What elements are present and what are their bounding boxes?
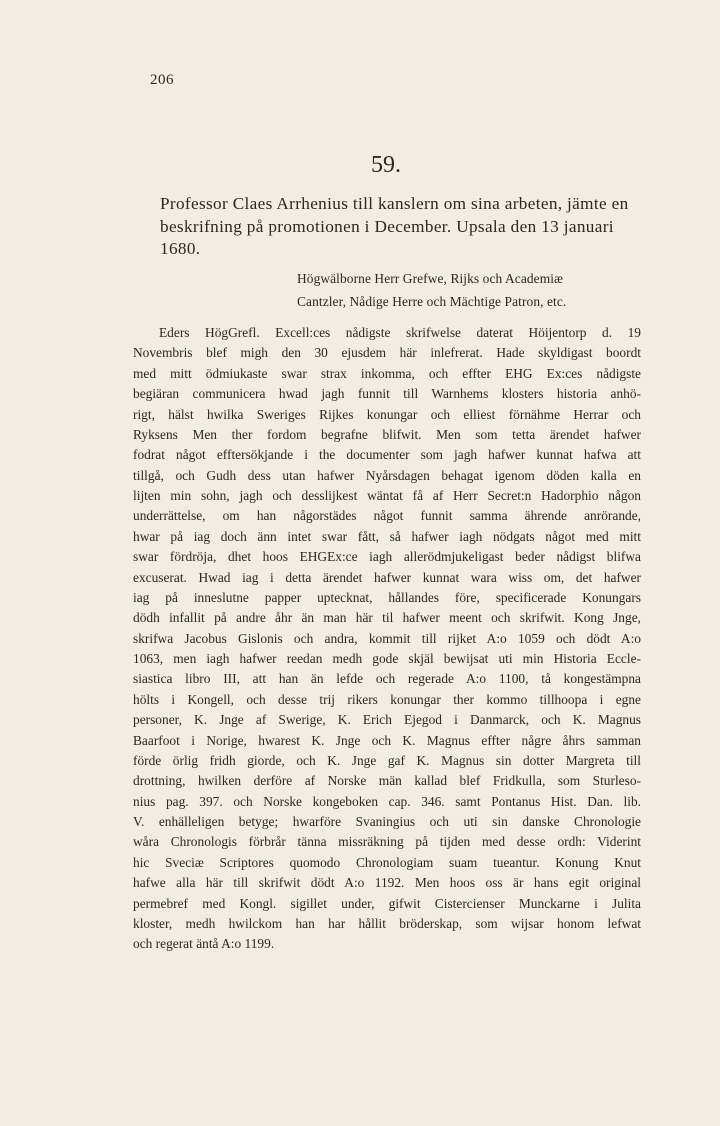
body-line: permebref med Kongl. sigillet under, gifwit Cistercienser Munckarne i Julita bbox=[133, 895, 641, 911]
salutation-line: Högwälborne Herr Grefwe, Rijks och Academiæ bbox=[297, 271, 564, 286]
body-line: siastica libro III, att han än lefde och regerade A:o 1100, tå kongestämpna bbox=[133, 671, 641, 687]
body-line: iag på inneslutne papper uptecknat, hållandes före, specificerade Konungars bbox=[133, 589, 641, 605]
letter-body bbox=[133, 323, 641, 955]
letter-number: 59. bbox=[371, 152, 401, 178]
body-line: kloster, medh hwilckom han har hållit bröderskap, som wijsar honom lefwat bbox=[133, 915, 641, 931]
body-line: Eders HögGrefl. Excell:ces nådigste skrifwelse daterat Höijentorp d. 19 bbox=[159, 325, 641, 340]
body-line: Novembris blef migh den 30 ejusdem här inlefrerat. Hade skyldigast boordt bbox=[133, 345, 641, 361]
body-line: skrifwa Jacobus Gislonis och andra, kommit till rijket A:o 1059 och dödt A:o bbox=[133, 630, 641, 646]
body-line: excuserat. Hwad iag i detta ärendet hafwer kunnat wara wiss om, det hafwer bbox=[133, 569, 641, 585]
body-line: nius pag. 397. och Norske kongeboken cap. 346. samt Pontanus Hist. Dan. lib. bbox=[133, 793, 641, 809]
body-line: Ryksens Men ther fordom begrafne blifwit. Men som tetta ärendet hafwer bbox=[133, 426, 641, 442]
body-line: hwar på iag doch änn intet swar fått, så hafwer iagh nödgats något med mitt bbox=[133, 528, 641, 544]
body-line: swar fördröja, dhet hoos EHGEx:ce iagh allerödmjukeligast beder nådigst blifwa bbox=[133, 549, 641, 565]
body-line: lijten min sohn, jagh och desslijkest wäntat få af Herr Secret:n Hadorphio någon bbox=[133, 488, 641, 503]
body-line: hölts i Kongell, och desse trij rikers konungar ther kommo tillhoopa i egne bbox=[133, 691, 641, 707]
body-line: drottning, hwilken derföre af Norske män kallad blef Fridkulla, som Sturleso- bbox=[133, 773, 641, 789]
body-line: med mitt ödmiukaste swar strax inkomma, och effter EHG Ex:ces nådigste bbox=[133, 365, 641, 381]
body-line: wåra Chronologis förbrår tänna missräkning på tijden med desse ordh: Viderint bbox=[133, 834, 641, 850]
letter-heading: Professor Claes Arrhenius till kanslern om sina arbeten, jämte en beskrifning på promotionen i December. Upsala den 13 januari 1680. bbox=[160, 194, 629, 258]
body-line: dödh infallit på andre åhr än man här til hafwer meent och skrifwit. Kong Jnge, bbox=[133, 610, 641, 626]
body-line: hafwe alla här till skrifwit dödt A:o 1192. Men hoos oss är hans egit original bbox=[133, 875, 641, 891]
salutation bbox=[297, 267, 647, 313]
body-line: rigt, hälst hwilka Sweriges Rijkes konungar och elliest förnähme Herrar och bbox=[133, 406, 641, 422]
body-line: personer, K. Jnge af Swerige, K. Erich Ejegod i Danmarck, och K. Magnus bbox=[133, 712, 641, 728]
body-line: och regerat äntå A:o 1199. bbox=[133, 936, 275, 952]
body-line: 1063, men iagh hafwer reedan medh gode skjäl bewijsat uti min Historia Eccle- bbox=[133, 651, 641, 666]
page-number: 206 bbox=[150, 72, 174, 88]
body-line: förde örlig fridh giorde, och K. Jnge gaf K. Magnus sin dotter Margreta till bbox=[133, 752, 641, 768]
body-line: fodrat något efftersökjande i the documenter som jagh hafwer kunnat hafwa att bbox=[133, 447, 641, 463]
body-line: hic Sveciæ Scriptores quomodo Chronologiam suam tueantur. Konung Knut bbox=[133, 854, 641, 870]
salutation-line: Cantzler, Nådige Herre och Mächtige Patron, etc. bbox=[297, 294, 567, 309]
body-line: underrättelse, om han någorstädes något funnit samma ährende anrörande, bbox=[133, 508, 641, 524]
body-line: Baarfoot i Norige, hwarest K. Jnge och K. Magnus effter någre åhrs samman bbox=[133, 732, 641, 748]
body-line: V. enhälleligen betyge; hwarföre Svaningius och uti sin danske Chronologie bbox=[133, 814, 641, 829]
body-line: begiäran communicera hwad jagh funnit till Warnhems klosters historia anhö- bbox=[133, 386, 641, 402]
body-line: tillgå, och Gudh dess utan hafwer Nyårsdagen behagat igenom döden kalla en bbox=[133, 467, 641, 483]
